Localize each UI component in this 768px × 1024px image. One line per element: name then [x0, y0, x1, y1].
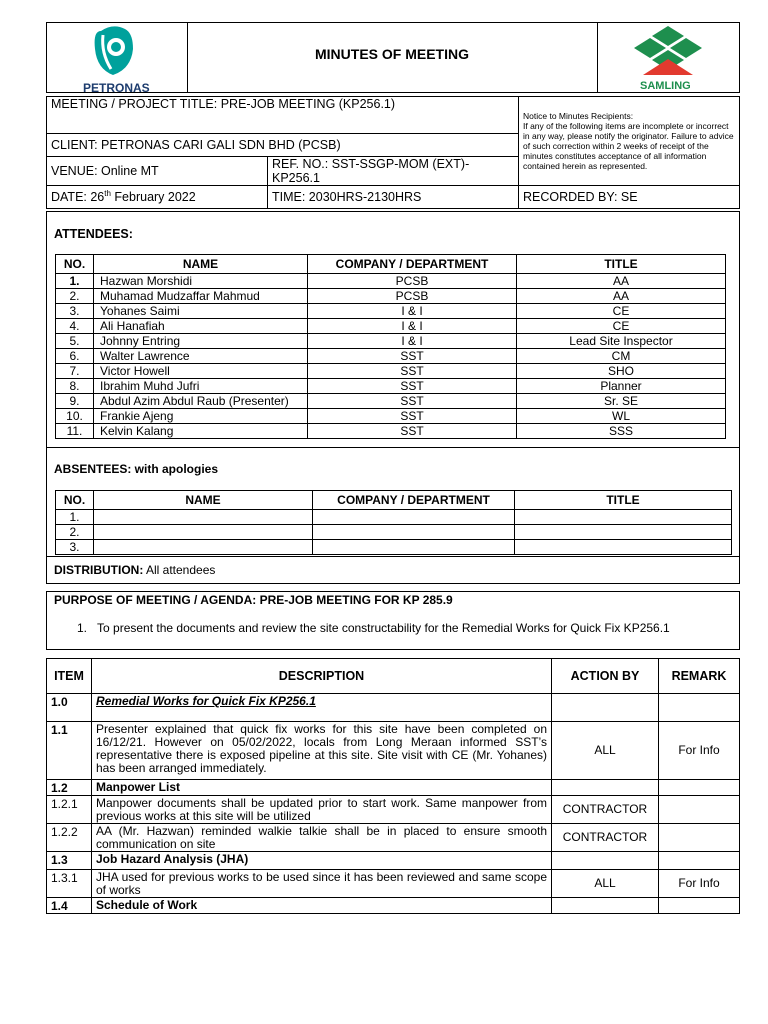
attendee-name: Hazwan Morshidi: [94, 274, 308, 289]
attendee-title: AA: [517, 274, 726, 289]
item-number: 1.3.1: [47, 870, 92, 898]
attendee-row: [56, 319, 726, 334]
petronas-logo-text: PETRONAS: [83, 81, 150, 95]
items-col-remark: REMARK: [659, 659, 740, 694]
attendees-col-name: NAME: [94, 255, 308, 274]
item-description: Presenter explained that quick fix works for this site have been completed on 16/12/21. However on 05/02/2022, locals from Long Meraan informed SST’s representative there is exposed pipeline at this site. Site visit with CE (Mr. Yohanes) has been arranged immediately.: [92, 722, 552, 780]
item-row: [47, 796, 740, 824]
item-number: 1.3: [47, 852, 92, 870]
absentee-row: [56, 540, 732, 555]
attendee-title: Planner: [517, 379, 726, 394]
page-title: MINUTES OF MEETING: [315, 46, 469, 62]
item-action-by: ALL: [552, 870, 659, 898]
purpose-item-1: [77, 621, 670, 635]
item-remark: [659, 898, 740, 914]
ref-no-text: REF. NO.: SST-SSGP-MOM (EXT)-KP256.1: [272, 157, 470, 185]
attendee-no: 4.: [56, 319, 94, 334]
attendee-name: Johnny Entring: [94, 334, 308, 349]
purpose-label: PURPOSE OF MEETING / AGENDA: PRE-JOB MEETING FOR KP 285.9: [54, 593, 453, 607]
samling-logo: [597, 23, 740, 92]
attendee-company: I & I: [308, 334, 517, 349]
attendee-no: 7.: [56, 364, 94, 379]
attendees-label: ATTENDEES:: [54, 227, 133, 241]
attendee-company: I & I: [308, 304, 517, 319]
attendee-name: Ali Hanafiah: [94, 319, 308, 334]
attendee-no: 9.: [56, 394, 94, 409]
absentee-name: [94, 525, 313, 540]
attendee-row: [56, 289, 726, 304]
attendee-title: Sr. SE: [517, 394, 726, 409]
item-remark: [659, 824, 740, 852]
attendee-title: CM: [517, 349, 726, 364]
item-number: 1.0: [47, 694, 92, 722]
date-prefix: DATE: 26: [51, 190, 105, 205]
item-action-by: [552, 852, 659, 870]
item-action-by: CONTRACTOR: [552, 796, 659, 824]
attendee-name: Frankie Ajeng: [94, 409, 308, 424]
item-row: [47, 898, 740, 914]
item-number: 1.4: [47, 898, 92, 914]
item-row: [47, 722, 740, 780]
venue: VENUE: Online MT: [47, 157, 268, 186]
attendee-title: Lead Site Inspector: [517, 334, 726, 349]
item-number: 1.2.2: [47, 824, 92, 852]
item-description: AA (Mr. Hazwan) reminded walkie talkie shall be in placed to ensure smooth communication on site: [92, 824, 552, 852]
petronas-logo: [47, 23, 188, 93]
date-suffix: February 2022: [110, 190, 196, 205]
petronas-logo-icon: [47, 23, 187, 81]
attendee-title: WL: [517, 409, 726, 424]
item-row: [47, 870, 740, 898]
item-description: Job Hazard Analysis (JHA): [92, 852, 552, 870]
section-divider: [47, 447, 739, 448]
attendee-row: [56, 379, 726, 394]
attendee-row: [56, 334, 726, 349]
items-col-item: ITEM: [47, 659, 92, 694]
attendee-name: Abdul Azim Abdul Raub (Presenter): [94, 394, 308, 409]
attendee-title: SHO: [517, 364, 726, 379]
attendee-company: SST: [308, 364, 517, 379]
absentee-name: [94, 540, 313, 555]
item-action-by: [552, 694, 659, 722]
attendee-no: 11.: [56, 424, 94, 439]
absentees-label: ABSENTEES: with apologies: [54, 462, 219, 476]
attendees-col-title: TITLE: [517, 255, 726, 274]
absentee-no: 1.: [56, 510, 94, 525]
attendee-company: PCSB: [308, 289, 517, 304]
attendee-company: SST: [308, 349, 517, 364]
absentee-company: [313, 525, 515, 540]
item-row: [47, 694, 740, 722]
attendee-row: [56, 304, 726, 319]
notice-body: If any of the following items are incomplete or incorrect in any way, please notify the originator. Failure to advice of such correction within 2 weeks of receipt of the minutes constitutes acceptance of all information contained herein as represented.: [523, 121, 734, 171]
item-remark: [659, 780, 740, 796]
attendee-no: 8.: [56, 379, 94, 394]
distribution: [54, 563, 215, 577]
time: TIME: 2030HRS-2130HRS: [268, 186, 519, 209]
notice-cell: [519, 97, 740, 186]
attendees-box: [46, 211, 740, 584]
item-remark: For Info: [659, 870, 740, 898]
attendees-col-no: NO.: [56, 255, 94, 274]
attendee-row: [56, 274, 726, 289]
item-remark: [659, 796, 740, 824]
item-description: Manpower List: [92, 780, 552, 796]
item-action-by: [552, 898, 659, 914]
distribution-label: DISTRIBUTION:: [54, 563, 144, 577]
attendee-name: Ibrahim Muhd Jufri: [94, 379, 308, 394]
absentee-row: [56, 525, 732, 540]
item-description: JHA used for previous works to be used since it has been reviewed and same scope of works: [92, 870, 552, 898]
attendee-company: PCSB: [308, 274, 517, 289]
absentees-col-company: COMPANY / DEPARTMENT: [313, 491, 515, 510]
item-remark: [659, 694, 740, 722]
absentee-name: [94, 510, 313, 525]
attendee-name: Walter Lawrence: [94, 349, 308, 364]
item-remark: For Info: [659, 722, 740, 780]
attendee-name: Yohanes Saimi: [94, 304, 308, 319]
samling-logo-icon: [598, 23, 740, 79]
item-description: Schedule of Work: [92, 898, 552, 914]
attendee-row: [56, 349, 726, 364]
attendee-name: Victor Howell: [94, 364, 308, 379]
notice-title: Notice to Minutes Recipients:: [523, 111, 634, 121]
attendee-row: [56, 409, 726, 424]
item-description: Remedial Works for Quick Fix KP256.1: [92, 694, 552, 722]
item-number: 1.2: [47, 780, 92, 796]
attendee-row: [56, 394, 726, 409]
attendees-col-company: COMPANY / DEPARTMENT: [308, 255, 517, 274]
meeting-info-table: [46, 96, 740, 209]
item-action-by: CONTRACTOR: [552, 824, 659, 852]
purpose-item-text: To present the documents and review the site constructability for the Remedial Works for Quick Fix KP256.1: [97, 621, 670, 635]
attendee-company: SST: [308, 409, 517, 424]
meeting-title: MEETING / PROJECT TITLE: PRE-JOB MEETING (KP256.1): [47, 97, 519, 134]
date: [47, 186, 268, 209]
attendee-title: CE: [517, 319, 726, 334]
attendee-no: 10.: [56, 409, 94, 424]
attendee-name: Kelvin Kalang: [94, 424, 308, 439]
absentees-col-no: NO.: [56, 491, 94, 510]
attendee-no: 3.: [56, 304, 94, 319]
item-number: 1.1: [47, 722, 92, 780]
attendee-no: 6.: [56, 349, 94, 364]
minutes-items-table: [46, 658, 740, 914]
attendee-no: 2.: [56, 289, 94, 304]
absentees-table: [55, 490, 732, 555]
attendee-company: SST: [308, 394, 517, 409]
item-row: [47, 824, 740, 852]
absentee-row: [56, 510, 732, 525]
item-row: [47, 780, 740, 796]
distribution-divider: [47, 556, 739, 557]
client: CLIENT: PETRONAS CARI GALI SDN BHD (PCSB): [47, 134, 519, 157]
attendee-company: I & I: [308, 319, 517, 334]
item-action-by: [552, 780, 659, 796]
absentee-company: [313, 510, 515, 525]
item-description: Manpower documents shall be updated prior to start work. Same manpower from previous works at this site will be utilized: [92, 796, 552, 824]
attendee-no: 5.: [56, 334, 94, 349]
attendee-name: Muhamad Mudzaffar Mahmud: [94, 289, 308, 304]
attendee-title: SSS: [517, 424, 726, 439]
absentee-no: 2.: [56, 525, 94, 540]
samling-logo-text: SAMLING: [640, 80, 691, 92]
purpose-box: [46, 591, 740, 650]
header-box: [46, 22, 740, 93]
item-number: 1.2.1: [47, 796, 92, 824]
items-col-description: DESCRIPTION: [92, 659, 552, 694]
attendees-table: [55, 254, 726, 439]
date-sup: th: [104, 189, 111, 199]
absentees-col-name: NAME: [94, 491, 313, 510]
attendee-row: [56, 364, 726, 379]
attendee-title: CE: [517, 304, 726, 319]
item-action-by: ALL: [552, 722, 659, 780]
ref-no: [268, 157, 519, 186]
attendee-company: SST: [308, 424, 517, 439]
absentee-title: [515, 525, 732, 540]
absentee-no: 3.: [56, 540, 94, 555]
absentees-col-title: TITLE: [515, 491, 732, 510]
recorded-by: RECORDED BY: SE: [519, 186, 740, 209]
attendee-no: 1.: [56, 274, 94, 289]
absentee-title: [515, 510, 732, 525]
attendee-row: [56, 424, 726, 439]
purpose-item-number: 1.: [77, 621, 98, 635]
distribution-value: All attendees: [146, 563, 216, 577]
attendee-company: SST: [308, 379, 517, 394]
items-col-action: ACTION BY: [552, 659, 659, 694]
item-remark: [659, 852, 740, 870]
attendee-title: AA: [517, 289, 726, 304]
absentee-company: [313, 540, 515, 555]
absentee-title: [515, 540, 732, 555]
item-row: [47, 852, 740, 870]
